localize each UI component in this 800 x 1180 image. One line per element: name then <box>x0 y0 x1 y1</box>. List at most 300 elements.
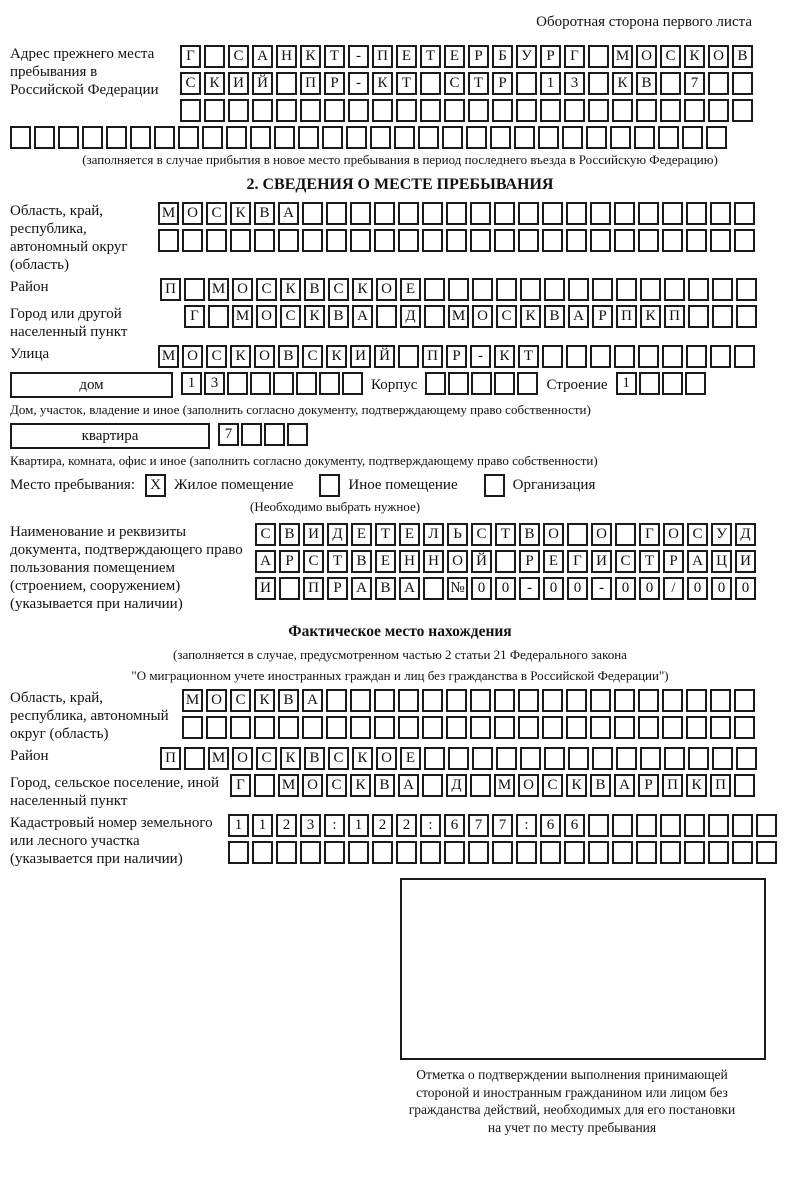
char-box <box>734 689 755 712</box>
char-box <box>424 278 445 301</box>
char-box <box>612 99 633 122</box>
prev-address-row-1 <box>180 45 753 68</box>
char-box <box>398 229 419 252</box>
char-box <box>660 99 681 122</box>
char-box: С <box>615 550 636 573</box>
char-box: В <box>328 305 349 328</box>
char-box: К <box>326 345 347 368</box>
actual-city-label: Город, сельское поселение, иной населенный пункт <box>10 775 219 809</box>
char-box <box>396 99 417 122</box>
char-box <box>350 689 371 712</box>
char-box: О <box>302 774 323 797</box>
city-label: Город или другой населенный пункт <box>10 306 128 340</box>
char-box: Г <box>184 305 205 328</box>
char-box <box>326 229 347 252</box>
char-box <box>614 202 635 225</box>
house-block <box>10 372 790 398</box>
char-box <box>444 841 465 864</box>
char-box <box>520 747 541 770</box>
char-box <box>712 305 733 328</box>
char-box: С <box>471 523 492 546</box>
char-box <box>588 99 609 122</box>
char-box <box>420 72 441 95</box>
char-box: С <box>444 72 465 95</box>
char-box <box>685 372 706 395</box>
char-box <box>490 126 511 149</box>
char-box: С <box>303 550 324 573</box>
char-box <box>228 99 249 122</box>
char-box <box>592 278 613 301</box>
char-box: А <box>398 774 419 797</box>
char-box <box>712 747 733 770</box>
char-box <box>612 814 633 837</box>
char-box: : <box>420 814 441 837</box>
char-box <box>420 99 441 122</box>
char-box: Й <box>374 345 395 368</box>
char-box: А <box>278 202 299 225</box>
char-box: Е <box>396 45 417 68</box>
char-box: О <box>636 45 657 68</box>
apartment-note: Квартира, комната, офис и иное (заполнить согласно документу, подтверждающему право собственности) <box>10 453 598 468</box>
actual-region-label: Область, край, республика, автономный округ (область) <box>10 690 169 742</box>
actual-location-note-2: "О миграционном учете иностранных граждан и лиц без гражданства в Российской Федерации") <box>131 668 669 683</box>
char-box <box>226 126 247 149</box>
char-box <box>206 716 227 739</box>
prev-address-grid <box>180 45 753 122</box>
char-box <box>682 126 703 149</box>
char-box <box>592 747 613 770</box>
char-box <box>638 229 659 252</box>
district-block <box>10 278 790 301</box>
text-line: на учет по месту пребывания <box>487 1119 657 1135</box>
char-box <box>398 716 419 739</box>
district-label: Район <box>10 279 49 295</box>
char-box <box>540 841 561 864</box>
char-box: К <box>280 278 301 301</box>
actual-city-row <box>230 774 755 797</box>
char-box <box>34 126 55 149</box>
char-box: 0 <box>639 577 660 600</box>
char-box: С <box>180 72 201 95</box>
char-box <box>614 345 635 368</box>
region-row-2 <box>158 229 755 252</box>
char-box: 0 <box>615 577 636 600</box>
stroenie-label: Строение <box>546 377 608 393</box>
char-box: О <box>232 747 253 770</box>
char-box <box>614 716 635 739</box>
char-box <box>708 99 729 122</box>
char-box <box>734 716 755 739</box>
actual-region-row-2 <box>182 716 755 739</box>
char-box <box>756 841 777 864</box>
char-box <box>423 577 444 600</box>
char-box <box>446 229 467 252</box>
char-box <box>346 126 367 149</box>
char-box <box>470 202 491 225</box>
char-box <box>374 716 395 739</box>
char-box <box>658 126 679 149</box>
registration-stamp-area <box>378 878 766 1136</box>
stay-option-checkbox-residential: X <box>145 474 166 497</box>
char-box <box>636 814 657 837</box>
char-box: К <box>254 689 275 712</box>
char-box: П <box>422 345 443 368</box>
char-box <box>590 716 611 739</box>
stay-option-label-other: Иное помещение <box>348 477 458 493</box>
char-box: В <box>590 774 611 797</box>
char-box: 1 <box>540 72 561 95</box>
char-box <box>10 126 31 149</box>
char-box <box>424 747 445 770</box>
char-box: А <box>687 550 708 573</box>
char-box <box>208 305 229 328</box>
char-box: Е <box>351 523 372 546</box>
char-box: - <box>591 577 612 600</box>
char-box <box>230 716 251 739</box>
char-box: И <box>228 72 249 95</box>
char-box: И <box>255 577 276 600</box>
char-box <box>273 372 294 395</box>
char-box: К <box>684 45 705 68</box>
char-box <box>206 229 227 252</box>
char-box: О <box>543 523 564 546</box>
char-box <box>494 716 515 739</box>
stay-option-checkbox-organization <box>484 474 505 497</box>
char-box: 7 <box>468 814 489 837</box>
cadastral-row-1 <box>228 814 777 837</box>
char-box: 2 <box>396 814 417 837</box>
char-box <box>588 814 609 837</box>
char-box: К <box>566 774 587 797</box>
char-box <box>396 841 417 864</box>
char-box <box>614 689 635 712</box>
char-box <box>734 229 755 252</box>
char-box: Г <box>639 523 660 546</box>
char-box <box>300 99 321 122</box>
char-box: Т <box>327 550 348 573</box>
char-box <box>468 841 489 864</box>
char-box <box>424 305 445 328</box>
char-box <box>516 841 537 864</box>
char-box: 1 <box>228 814 249 837</box>
char-box: Ь <box>447 523 468 546</box>
prev-address-block <box>10 45 790 122</box>
char-box: Г <box>564 45 585 68</box>
char-box: 6 <box>564 814 585 837</box>
char-box <box>326 689 347 712</box>
char-box <box>398 202 419 225</box>
char-box: : <box>324 814 345 837</box>
char-box <box>542 689 563 712</box>
actual-district-label: Район <box>10 748 49 764</box>
char-box: 3 <box>564 72 585 95</box>
char-box: А <box>252 45 273 68</box>
char-box <box>471 372 492 395</box>
char-box: В <box>375 577 396 600</box>
char-box <box>732 72 753 95</box>
char-box: П <box>160 278 181 301</box>
char-box <box>254 229 275 252</box>
char-box <box>736 747 757 770</box>
char-box: С <box>302 345 323 368</box>
char-box <box>279 577 300 600</box>
char-box <box>590 689 611 712</box>
char-box: И <box>303 523 324 546</box>
char-box: Н <box>399 550 420 573</box>
char-box <box>250 126 271 149</box>
char-box <box>204 45 225 68</box>
char-box: И <box>350 345 371 368</box>
char-box <box>376 305 397 328</box>
char-box <box>492 99 513 122</box>
prev-address-row-2 <box>180 72 753 95</box>
char-box <box>662 372 683 395</box>
char-box: Д <box>735 523 756 546</box>
char-box: В <box>279 523 300 546</box>
char-box: Д <box>400 305 421 328</box>
char-box: С <box>326 774 347 797</box>
char-box <box>470 774 491 797</box>
char-box <box>564 841 585 864</box>
char-box: С <box>328 747 349 770</box>
char-box: В <box>351 550 372 573</box>
district-row <box>160 278 757 301</box>
char-box: Р <box>327 577 348 600</box>
char-box: О <box>182 202 203 225</box>
char-box <box>564 99 585 122</box>
char-box <box>542 716 563 739</box>
char-box: Р <box>446 345 467 368</box>
stroenie-row <box>616 372 706 395</box>
actual-district-row <box>160 747 757 770</box>
char-box <box>130 126 151 149</box>
char-box <box>544 278 565 301</box>
char-box: Р <box>592 305 613 328</box>
char-box <box>241 423 262 446</box>
char-box <box>710 229 731 252</box>
char-box: М <box>208 747 229 770</box>
char-box <box>662 689 683 712</box>
char-box <box>342 372 363 395</box>
street-label: Улица <box>10 346 50 362</box>
char-box <box>640 278 661 301</box>
char-box: К <box>494 345 515 368</box>
prev-address-row-3 <box>180 99 753 122</box>
char-box <box>350 229 371 252</box>
char-box <box>348 99 369 122</box>
city-row <box>184 305 757 328</box>
house-number-row <box>181 372 363 395</box>
char-box: 0 <box>543 577 564 600</box>
char-box <box>636 841 657 864</box>
char-box: 7 <box>684 72 705 95</box>
char-box: 6 <box>540 814 561 837</box>
char-box: 7 <box>218 423 239 446</box>
char-box <box>712 278 733 301</box>
char-box: О <box>206 689 227 712</box>
char-box <box>664 747 685 770</box>
char-box <box>542 345 563 368</box>
char-box <box>276 841 297 864</box>
ownership-document-grid <box>255 523 756 600</box>
char-box <box>446 689 467 712</box>
char-box: 1 <box>348 814 369 837</box>
char-box <box>734 774 755 797</box>
char-box: / <box>663 577 684 600</box>
char-box <box>688 305 709 328</box>
char-box: 1 <box>181 372 202 395</box>
char-box <box>252 99 273 122</box>
char-box <box>326 716 347 739</box>
char-box: А <box>351 577 372 600</box>
char-box: С <box>206 345 227 368</box>
char-box <box>516 72 537 95</box>
char-box: С <box>542 774 563 797</box>
char-box <box>372 841 393 864</box>
char-box <box>616 278 637 301</box>
char-box: У <box>711 523 732 546</box>
char-box <box>706 126 727 149</box>
char-box: 0 <box>687 577 708 600</box>
char-box <box>615 523 636 546</box>
char-box: Д <box>327 523 348 546</box>
char-box: Е <box>375 550 396 573</box>
char-box: Й <box>252 72 273 95</box>
char-box <box>588 841 609 864</box>
char-box <box>732 99 753 122</box>
char-box <box>278 229 299 252</box>
char-box: В <box>304 278 325 301</box>
char-box <box>518 689 539 712</box>
char-box <box>566 229 587 252</box>
char-box: 1 <box>252 814 273 837</box>
prev-address-overflow-row <box>10 126 790 149</box>
cadastral-row-2 <box>228 841 777 864</box>
char-box: В <box>304 747 325 770</box>
char-box: М <box>278 774 299 797</box>
char-box: П <box>160 747 181 770</box>
char-box: Е <box>444 45 465 68</box>
char-box: 6 <box>444 814 465 837</box>
char-box <box>756 814 777 837</box>
char-box: О <box>256 305 277 328</box>
char-box: К <box>280 747 301 770</box>
char-box <box>276 72 297 95</box>
char-box: М <box>612 45 633 68</box>
char-box: Г <box>230 774 251 797</box>
char-box <box>662 345 683 368</box>
char-box: К <box>230 202 251 225</box>
char-box: Р <box>468 45 489 68</box>
char-box: Е <box>543 550 564 573</box>
char-box <box>470 229 491 252</box>
char-box <box>496 747 517 770</box>
char-box <box>517 372 538 395</box>
apartment-block <box>10 423 790 449</box>
char-box <box>276 99 297 122</box>
char-box <box>634 126 655 149</box>
char-box: Т <box>639 550 660 573</box>
char-box <box>662 202 683 225</box>
char-box <box>348 841 369 864</box>
char-box <box>182 716 203 739</box>
char-box <box>472 278 493 301</box>
char-box: Т <box>468 72 489 95</box>
char-box <box>736 305 757 328</box>
char-box <box>732 814 753 837</box>
char-box <box>448 372 469 395</box>
char-box <box>184 278 205 301</box>
char-box <box>374 202 395 225</box>
char-box: М <box>448 305 469 328</box>
char-box: С <box>228 45 249 68</box>
char-box <box>302 229 323 252</box>
char-box: К <box>352 747 373 770</box>
char-box <box>518 716 539 739</box>
char-box: Р <box>492 72 513 95</box>
char-box <box>227 372 248 395</box>
char-box: 3 <box>300 814 321 837</box>
char-box <box>374 229 395 252</box>
char-box <box>300 841 321 864</box>
char-box: О <box>447 550 468 573</box>
char-box <box>494 689 515 712</box>
char-box <box>688 278 709 301</box>
char-box: М <box>232 305 253 328</box>
char-box: С <box>230 689 251 712</box>
char-box: - <box>348 72 369 95</box>
text-line: стороной и иностранным гражданином или лицом без <box>416 1084 728 1100</box>
char-box: С <box>255 523 276 546</box>
char-box: К <box>520 305 541 328</box>
prev-address-label: Адрес прежнего места пребывания в Российской Федерации <box>10 46 159 98</box>
char-box <box>422 202 443 225</box>
char-box: Р <box>638 774 659 797</box>
char-box: П <box>372 45 393 68</box>
text-line: гражданства действий, необходимых для его постановки <box>408 1102 736 1117</box>
char-box: П <box>664 305 685 328</box>
char-box <box>614 229 635 252</box>
char-box: Р <box>663 550 684 573</box>
char-box: Т <box>324 45 345 68</box>
char-box: 0 <box>735 577 756 600</box>
char-box: С <box>496 305 517 328</box>
char-box <box>686 689 707 712</box>
char-box <box>734 202 755 225</box>
char-box <box>684 99 705 122</box>
char-box: К <box>350 774 371 797</box>
char-box <box>568 278 589 301</box>
char-box: К <box>204 72 225 95</box>
char-box: О <box>232 278 253 301</box>
char-box: О <box>376 278 397 301</box>
char-box <box>82 126 103 149</box>
char-box <box>710 202 731 225</box>
char-box <box>638 345 659 368</box>
street-row <box>158 345 755 368</box>
char-box: Р <box>324 72 345 95</box>
char-box <box>616 747 637 770</box>
char-box <box>586 126 607 149</box>
char-box <box>660 841 681 864</box>
char-box <box>422 689 443 712</box>
char-box <box>684 814 705 837</box>
char-box <box>734 345 755 368</box>
char-box: Е <box>400 747 421 770</box>
char-box <box>446 202 467 225</box>
char-box <box>686 345 707 368</box>
char-box: А <box>399 577 420 600</box>
